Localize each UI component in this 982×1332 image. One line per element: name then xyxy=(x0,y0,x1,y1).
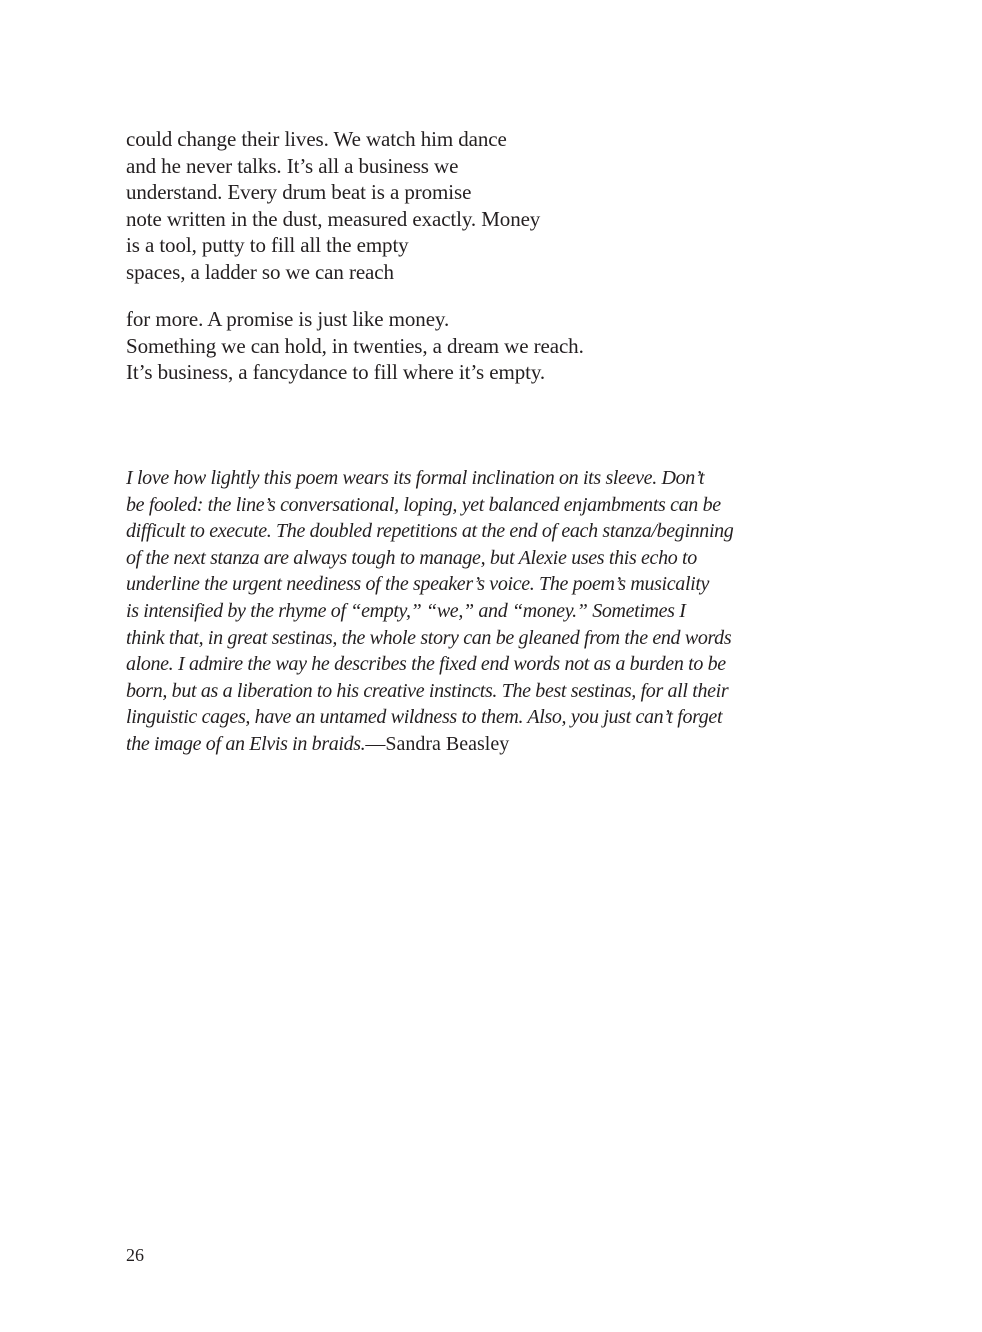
commentary-line: underline the urgent neediness of the speaker’s voice. The poem’s musicality xyxy=(126,573,710,596)
commentary-line: is intensified by the rhyme of “empty,” “we,” and “money.” Sometimes I xyxy=(126,599,686,622)
commentary-line: think that, in great sestinas, the whole story can be gleaned from the end words xyxy=(126,626,732,649)
poem-line: spaces, a ladder so we can reach xyxy=(126,259,394,284)
poem-line: Something we can hold, in twenties, a dream we reach. xyxy=(126,333,584,358)
commentary-line: I love how lightly this poem wears its formal inclination on its sleeve. Don’t xyxy=(126,467,705,489)
poem-line: It’s business, a fancydance to fill where it’s empty. xyxy=(126,360,546,385)
poem-line: understand. Every drum beat is a promise xyxy=(126,180,472,205)
poem-stanza-2 xyxy=(126,306,584,386)
commentary-line: of the next stanza are always tough to manage, but Alexie uses this echo to xyxy=(126,546,697,569)
commentary-line: born, but as a liberation to his creative instincts. The best sestinas, for all their xyxy=(126,679,729,702)
poem-line: for more. A promise is just like money. xyxy=(126,307,450,331)
poem-line: and he never talks. It’s all a business we xyxy=(126,153,459,178)
commentary-line-text: the image of an Elvis in braids. xyxy=(126,732,366,755)
page-number: 26 xyxy=(126,1245,144,1265)
editor-commentary xyxy=(126,465,776,758)
commentary-attribution: —Sandra Beasley xyxy=(365,732,510,755)
commentary-line: difficult to execute. The doubled repetitions at the end of each stanza/beginning xyxy=(126,520,734,543)
poem-line: note written in the dust, measured exactly. Money xyxy=(126,206,541,231)
commentary-line: linguistic cages, have an untamed wildness to them. Also, you just can’t forget xyxy=(126,706,723,729)
poem-line: is a tool, putty to fill all the empty xyxy=(126,233,409,258)
commentary-line: be fooled: the line’s conversational, loping, yet balanced enjambments can be xyxy=(126,493,721,516)
poem-stanza-1 xyxy=(126,126,540,286)
commentary-last-line xyxy=(126,731,776,758)
commentary-line: alone. I admire the way he describes the fixed end words not as a burden to be xyxy=(126,653,726,676)
poem-line: could change their lives. We watch him dance xyxy=(126,127,507,151)
